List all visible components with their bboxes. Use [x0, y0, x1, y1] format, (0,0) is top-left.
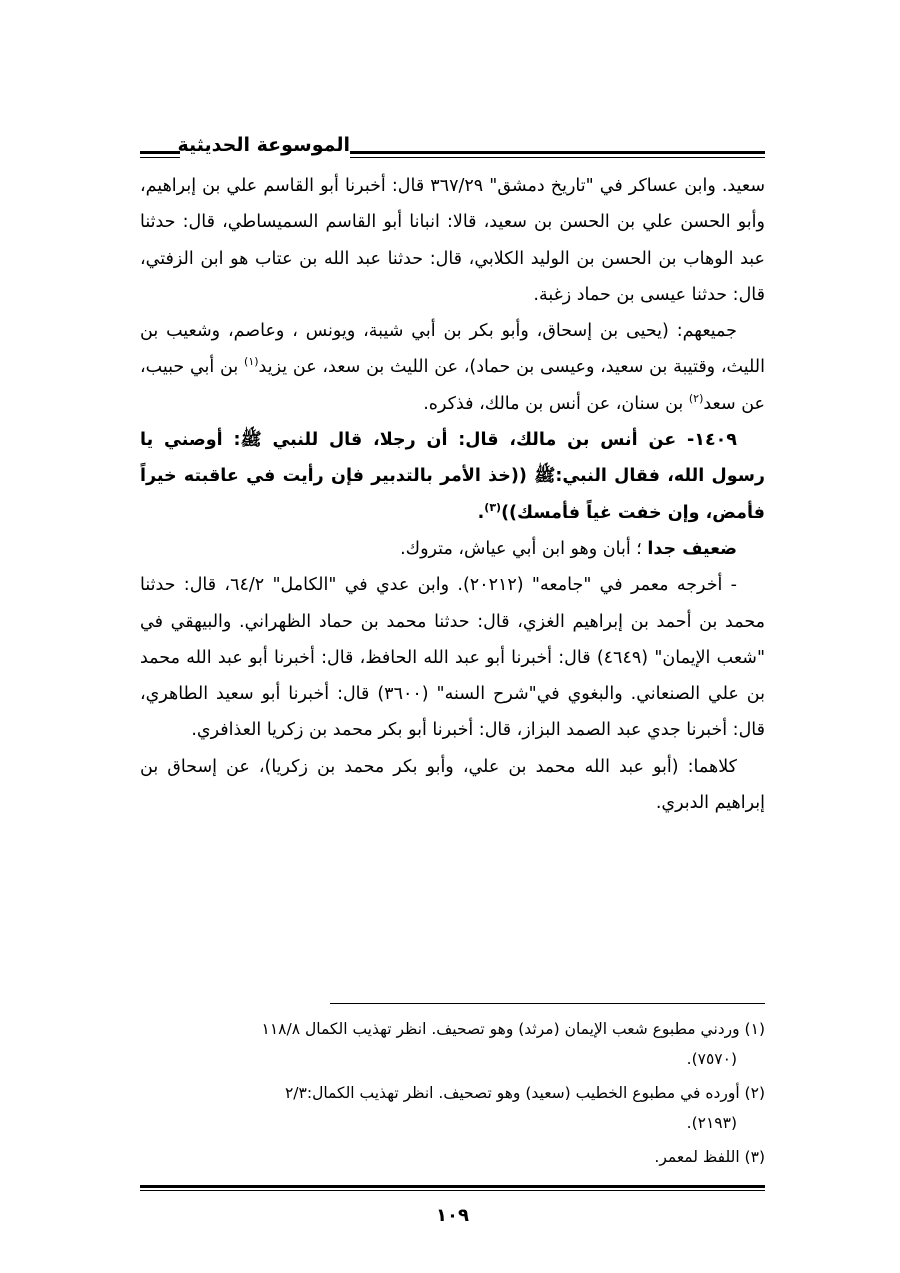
footnote-2-cont: (٢١٩٣). [686, 1114, 737, 1132]
paragraph-2 [140, 313, 765, 422]
paragraph-2-part-c: بن سنان، عن أنس بن مالك، فذكره. [423, 393, 689, 414]
paragraph-2-part-b: بن أبي حبيب، عن سعد [140, 357, 765, 414]
paragraph-4: كلاهما: (أبو عبد الله محمد بن علي، وأبو بكر محمد بن زكريا)، عن إسحاق بن إبراهيم الدبري. [140, 756, 765, 814]
hadith-1409-text: ١٤٠٩- عن أنس بن مالك، قال: أن رجلا، قال للنبي ﷺ: أوصني يا رسول الله، فقال النبي:ﷺ ((خذ الأمر بالتدبير فإن رأيت في عاقبته خيراً فأمض، وإن خفت غياً فأمسك)) [140, 430, 765, 523]
paragraph-1: سعيد. وابن عساكر في "تاريخ دمشق" ٣٦٧/٢٩ قال: أخبرنا أبو القاسم علي بن إبراهيم، وأبو الحسن علي بن الحسن بن سعيد، قالا: انبانا أبو القاسم السميساطي، قال: حدثنا عبد الوهاب بن الحسن بن الوليد الكلابي، قال: حدثنا عبد الله بن عتاب هو ابن الزفتي، قال: حدثنا عيسى بن حماد زغبة. [140, 176, 765, 305]
grade-line [140, 531, 765, 567]
hadith-1409-end: . [477, 502, 485, 523]
paragraph-3: - أخرجه معمر في "جامعه" (٢٠٢١٢). وابن عدي في "الكامل" ٦٤/٢، قال: حدثنا محمد بن أحمد بن إبراهيم الغزي، قال: حدثنا محمد بن حماد الظهراني. والبيهقي في "شعب الإيمان" (٤٦٤٩) قال: أخبرنا أبو عبد الله الحافظ، قال: أخبرنا أبو عبد الله محمد بن علي الصنعاني. والبغوي في"شرح السنه" (٣٦٠٠) قال: أخبرنا أبو سعيد الطاهري، قال: أخبرنا جدي عبد الصمد البزاز، قال: أخبرنا أبو بكر محمد بن زكريا العذافري. [140, 575, 766, 741]
header-title: الموسوعة الحديثية [177, 134, 350, 156]
header-rule-right [350, 151, 765, 158]
document-page [140, 130, 765, 1250]
footnote-separator [330, 1003, 765, 1004]
footnote-ref-3: (٣) [484, 500, 502, 514]
footnote-1 [140, 1014, 765, 1074]
footnote-1-text: (١) وردني مطبوع شعب الإيمان (مرثد) وهو تصحيف. انظر تهذيب الكمال ١١٨/٨ [261, 1020, 765, 1038]
footnote-3: (٣) اللفظ لمعمر. [654, 1148, 765, 1166]
grade-label: ضعيف جدا [647, 538, 737, 559]
body-text [140, 168, 765, 821]
page-number: ١٠٩ [436, 1205, 469, 1226]
footnote-2-text: (٢) أورده في مطبوع الخطيب (سعيد) وهو تصحيف. انظر تهذيب الكمال:٢/٣ [284, 1084, 765, 1102]
footer-rule [140, 1185, 765, 1191]
hadith-1409 [140, 422, 765, 531]
running-header [140, 130, 765, 170]
header-rule-left [140, 151, 180, 158]
paragraph-2-part-a: جميعهم: (يحيى بن إسحاق، وأبو بكر بن أبي شيبة، ويونس ، وعاصم، وشعيب بن الليث، وقتيبة بن سعيد، وعيسى بن حماد)، عن الليث بن سعد، عن يزيد [140, 321, 765, 378]
footnote-ref-2: (٢) [688, 391, 704, 405]
footnote-2 [140, 1078, 765, 1138]
footnotes [140, 1014, 765, 1176]
footnote-1-cont: (٧٥٧٠). [686, 1050, 737, 1068]
footnote-ref-1: (١) [244, 355, 259, 369]
grade-text: ؛ أبان وهو ابن أبي عياش، متروك. [400, 538, 648, 559]
